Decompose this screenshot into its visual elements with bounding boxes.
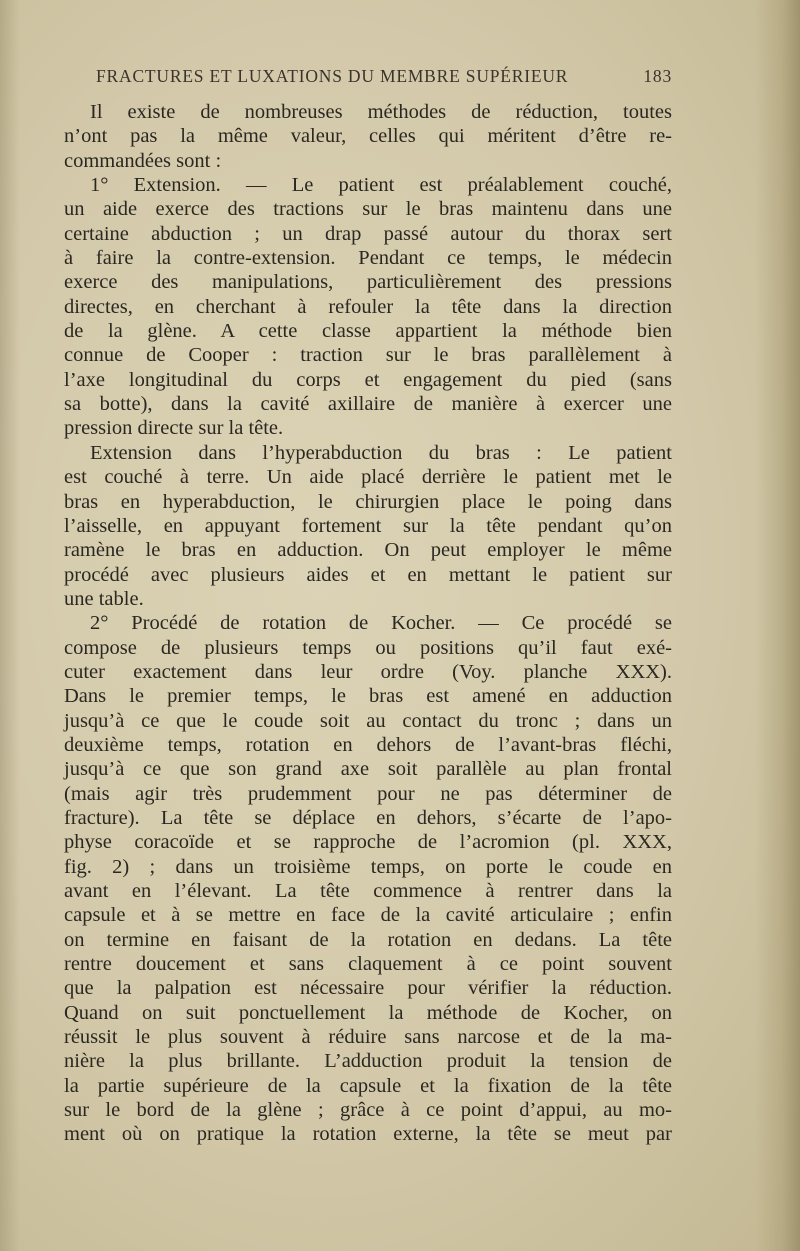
- text-line: un aide exerce des tractions sur le bras maintenu dans une: [64, 198, 672, 221]
- text-line: nière la plus brillante. L’adduction produit la tension de: [64, 1050, 672, 1073]
- page-edge-shadow: [755, 0, 800, 1251]
- text-line: est couché à terre. Un aide placé derrière le patient met le: [64, 466, 672, 489]
- text-line: ment où on pratique la rotation externe, la tête se meut par: [64, 1123, 672, 1146]
- text-line: réussit le plus souvent à réduire sans narcose et de la ma-: [64, 1026, 672, 1049]
- text-line: jusqu’à ce que le coude soit au contact du tronc ; dans un: [64, 709, 672, 732]
- text-line: pression directe sur la tête.: [64, 417, 284, 440]
- text-line: certaine abduction ; un drap passé autour du thorax sert: [64, 222, 672, 245]
- body-text: [64, 100, 672, 1147]
- text-line: de la glène. A cette classe appartient la méthode bien: [64, 320, 672, 343]
- text-line: fracture). La tête se déplace en dehors, s’écarte de l’apo-: [64, 806, 672, 829]
- text-line: l’axe longitudinal du corps et engagement du pied (sans: [64, 368, 672, 391]
- text-line: on termine en faisant de la rotation en dedans. La tête: [64, 928, 672, 951]
- text-line: capsule et à se mettre en face de la cavité articulaire ; enfin: [64, 904, 672, 927]
- text-line: directes, en cherchant à refouler la tête dans la direction: [64, 295, 672, 318]
- text-line: procédé avec plusieurs aides et en mettant le patient sur: [64, 563, 672, 586]
- text-line: l’aisselle, en appuyant fortement sur la tête pendant qu’on: [64, 514, 672, 537]
- page-gutter-shadow: [0, 0, 20, 1251]
- text-line: exerce des manipulations, particulièrement des pressions: [64, 271, 672, 294]
- text-line: compose de plusieurs temps ou positions qu’il faut exé-: [64, 636, 672, 659]
- text-line: n’ont pas la même valeur, celles qui méritent d’être re-: [64, 125, 672, 148]
- text-line: 1° Extension. — Le patient est préalablement couché,: [90, 174, 672, 197]
- text-line: commandées sont :: [64, 149, 222, 172]
- text-line: sa botte), dans la cavité axillaire de manière à exercer une: [64, 393, 672, 416]
- text-line: avant en l’élevant. La tête commence à rentrer dans la: [64, 880, 672, 902]
- text-line: (mais agir très prudemment pour ne pas déterminer de: [64, 782, 672, 805]
- text-line: jusqu’à ce que son grand axe soit parallèle au plan frontal: [64, 758, 672, 781]
- text-line: Extension dans l’hyperabduction du bras : Le patient: [90, 441, 672, 464]
- text-line: bras en hyperabduction, le chirurgien place le poing dans: [64, 490, 672, 513]
- text-line: Quand on suit ponctuellement la méthode de Kocher, on: [64, 1001, 672, 1024]
- text-line: physe coracoïde et se rapproche de l’acromion (pl. XXX,: [64, 831, 672, 854]
- text-line: Il existe de nombreuses méthodes de réduction, toutes: [90, 101, 672, 123]
- text-line: que la palpation est nécessaire pour vérifier la réduction.: [64, 977, 672, 1000]
- page-number: 183: [643, 66, 672, 86]
- running-head: FRACTURES ET LUXATIONS DU MEMBRE SUPÉRIEUR: [96, 66, 569, 86]
- text-line: Dans le premier temps, le bras est amené en adduction: [64, 685, 672, 708]
- text-line: rentre doucement et sans claquement à ce point souvent: [64, 953, 672, 976]
- text-line: deuxième temps, rotation en dehors de l’avant-bras fléchi,: [64, 733, 672, 756]
- text-line: sur le bord de la glène ; grâce à ce point d’appui, au mo-: [64, 1099, 672, 1122]
- text-line: cuter exactement dans leur ordre (Voy. planche XXX).: [64, 660, 672, 683]
- text-line: connue de Cooper : traction sur le bras parallèlement à: [64, 344, 672, 367]
- text-line: 2° Procédé de rotation de Kocher. — Ce procédé se: [90, 612, 672, 635]
- text-line: la partie supérieure de la capsule et la fixation de la tête: [64, 1074, 672, 1097]
- text-line: ramène le bras en adduction. On peut employer le même: [64, 539, 672, 562]
- text-line: fig. 2) ; dans un troisième temps, on porte le coude en: [64, 855, 672, 878]
- text-line: une table.: [64, 587, 144, 610]
- text-line: à faire la contre-extension. Pendant ce temps, le médecin: [64, 247, 672, 270]
- page-header: [96, 66, 672, 94]
